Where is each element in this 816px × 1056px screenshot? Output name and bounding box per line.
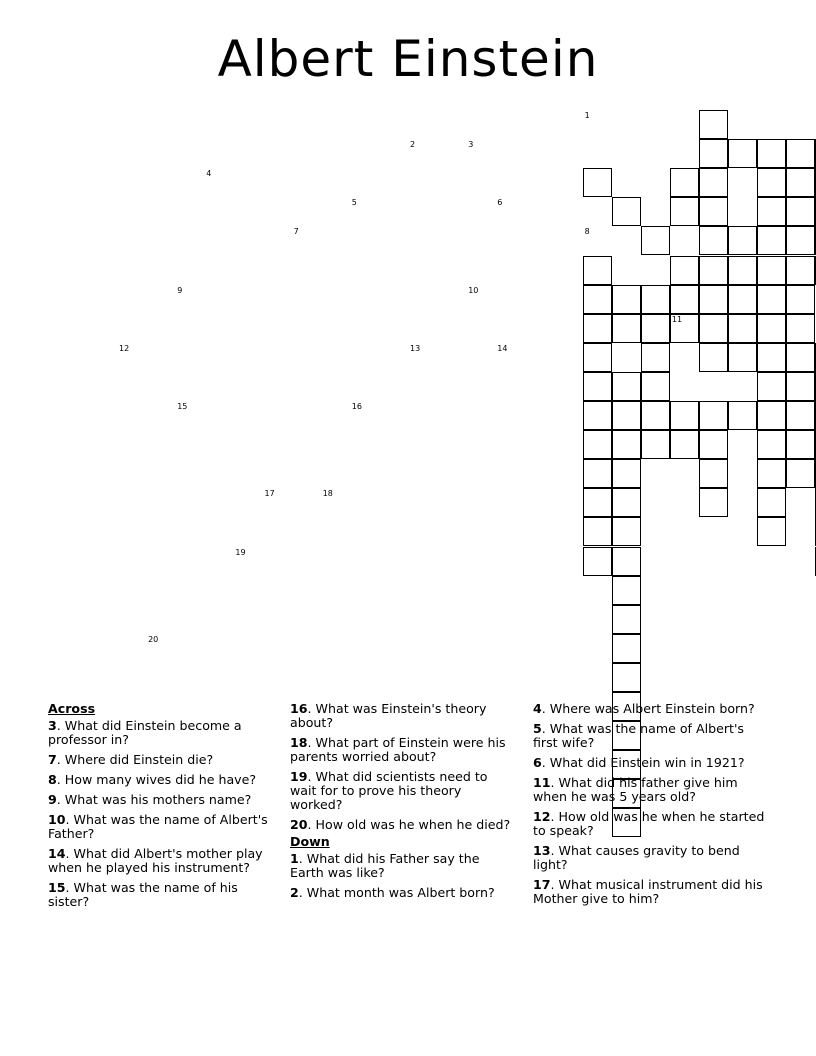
clue-text: How old was he when he started to speak?: [533, 809, 765, 838]
clue-number: 19: [235, 547, 246, 557]
grid-cell[interactable]: [757, 256, 786, 285]
grid-cell[interactable]: [583, 314, 612, 343]
grid-cell[interactable]: [786, 285, 815, 314]
grid-cell[interactable]: [583, 343, 612, 372]
grid-cell[interactable]: [757, 197, 786, 226]
grid-cell[interactable]: [728, 314, 757, 343]
grid-cell[interactable]: [757, 285, 786, 314]
clue-text: Where did Einstein die?: [64, 752, 214, 767]
grid-cell[interactable]: [699, 110, 728, 139]
clue-number: 14: [497, 343, 508, 353]
grid-cell[interactable]: [757, 488, 786, 517]
grid-cell[interactable]: [583, 256, 612, 285]
grid-cell[interactable]: [699, 197, 728, 226]
clue-number-label: 19: [290, 769, 308, 784]
across-clue: 7. Where did Einstein die?: [48, 752, 214, 767]
clue-number: 3: [468, 140, 474, 150]
grid-cell[interactable]: [583, 430, 612, 459]
grid-cell[interactable]: [612, 314, 641, 343]
clue-number-label: 3: [48, 718, 57, 733]
across-clue: 14. What did Albert's mother play when he played his instrument?: [48, 846, 263, 875]
grid-cell[interactable]: [728, 226, 757, 255]
down-clue: 11. What did his father give him when he was 5 years old?: [533, 775, 738, 804]
clue-number: 6: [497, 198, 503, 208]
clue-text: How old was he when he died?: [315, 817, 511, 832]
grid-cell[interactable]: [670, 401, 699, 430]
grid-cell[interactable]: [786, 256, 815, 285]
grid-cell[interactable]: [699, 285, 728, 314]
clue-number-label: 20: [290, 817, 308, 832]
clue-number: 18: [322, 489, 333, 499]
grid-cell[interactable]: [757, 517, 786, 546]
clue-text: Where was Albert Einstein born?: [549, 701, 755, 716]
grid-cell[interactable]: [699, 488, 728, 517]
grid-cell[interactable]: [612, 401, 641, 430]
clue-number-label: 18: [290, 735, 308, 750]
grid-cell[interactable]: [641, 285, 670, 314]
clue-number-label: 6: [533, 755, 542, 770]
grid-cell[interactable]: [670, 197, 699, 226]
clue-text: What was his mothers name?: [64, 792, 252, 807]
down-clue: 1. What did his Father say the Earth was like?: [290, 851, 480, 880]
across-clue: 3. What did Einstein become a professor in?: [48, 718, 242, 747]
grid-cell[interactable]: [699, 139, 728, 168]
clue-number: 4: [206, 169, 212, 179]
clues-column-1: [48, 702, 270, 915]
clue-number-label: 7: [48, 752, 57, 767]
grid-cell[interactable]: [641, 372, 670, 401]
grid-cell[interactable]: [699, 401, 728, 430]
clue-number-label: 10: [48, 812, 66, 827]
clue-text: What was the name of Albert's Father?: [48, 812, 268, 841]
clue-number: 9: [177, 285, 183, 295]
clue-text: What month was Albert born?: [306, 885, 495, 900]
across-clue: 10. What was the name of Albert's Father?: [48, 812, 268, 841]
grid-cell[interactable]: [757, 459, 786, 488]
clue-number-label: 15: [48, 880, 66, 895]
grid-cell[interactable]: [699, 168, 728, 197]
clue-number-label: 17: [533, 877, 551, 892]
clue-number-label: 12: [533, 809, 551, 824]
grid-cell[interactable]: [641, 343, 670, 372]
clue-text: What was the name of Albert's first wife?: [533, 721, 744, 750]
clue-text: What causes gravity to bend light?: [533, 843, 740, 872]
grid-cell[interactable]: [612, 488, 641, 517]
grid-cell[interactable]: [583, 547, 612, 576]
grid-cell[interactable]: [728, 401, 757, 430]
down-clue: 2. What month was Albert born?: [290, 885, 495, 900]
grid-cell[interactable]: [728, 343, 757, 372]
down-clue: 13. What causes gravity to bend light?: [533, 843, 740, 872]
grid-cell[interactable]: [786, 168, 815, 197]
clue-number-label: 1: [290, 851, 299, 866]
page-title: Albert Einstein: [217, 30, 599, 88]
down-clue: 17. What musical instrument did his Mother give to him?: [533, 877, 763, 906]
clue-number: 1: [584, 111, 590, 120]
grid-cell[interactable]: [612, 634, 641, 663]
clue-text: What did his father give him when he was 5 years old?: [533, 775, 738, 804]
grid-cell[interactable]: [612, 372, 641, 401]
down-clue: 12. How old was he when he started to speak?: [533, 809, 765, 838]
grid-cell[interactable]: [641, 430, 670, 459]
grid-cell[interactable]: [757, 314, 786, 343]
grid-cell[interactable]: [641, 401, 670, 430]
clues-column-2: [290, 702, 512, 906]
grid-cell[interactable]: [670, 256, 699, 285]
grid-cell[interactable]: [612, 197, 641, 226]
across-clue: 20. How old was he when he died?: [290, 817, 511, 832]
grid-cell[interactable]: [786, 430, 815, 459]
grid-cell[interactable]: [641, 314, 670, 343]
clue-number: 17: [264, 489, 275, 499]
grid-cell[interactable]: [786, 401, 815, 430]
clue-number-label: 11: [533, 775, 551, 790]
clue-text: What part of Einstein were his parents worried about?: [290, 735, 506, 764]
grid-cell[interactable]: [641, 226, 670, 255]
grid-cell[interactable]: [612, 605, 641, 634]
clue-text: What musical instrument did his Mother give to him?: [533, 877, 763, 906]
grid-cell[interactable]: [699, 343, 728, 372]
clue-text: What did his Father say the Earth was like?: [290, 851, 480, 880]
clue-number: 5: [351, 198, 357, 208]
grid-cell[interactable]: [583, 285, 612, 314]
grid-cell[interactable]: [786, 197, 815, 226]
grid-cell[interactable]: [786, 226, 815, 255]
grid-cell[interactable]: [786, 372, 815, 401]
grid-cell[interactable]: [757, 226, 786, 255]
across-clue: 16. What was Einstein's theory about?: [290, 701, 487, 730]
grid-cell[interactable]: [699, 430, 728, 459]
clue-number: 2: [410, 140, 416, 150]
down-heading: Down: [290, 834, 330, 849]
grid-cell[interactable]: [612, 663, 641, 692]
grid-cell[interactable]: [699, 459, 728, 488]
grid-cell[interactable]: [670, 168, 699, 197]
clue-number: 12: [119, 343, 130, 353]
down-clue: 4. Where was Albert Einstein born?: [533, 701, 755, 716]
grid-cell[interactable]: [786, 343, 815, 372]
clue-number-label: 13: [533, 843, 551, 858]
grid-cell[interactable]: [728, 256, 757, 285]
grid-cell[interactable]: [612, 430, 641, 459]
clue-number: 7: [293, 227, 299, 237]
clue-number: 16: [351, 402, 362, 411]
grid-cell[interactable]: [757, 401, 786, 430]
clue-number: 11: [671, 314, 683, 324]
clue-text: What was Einstein's theory about?: [290, 701, 487, 730]
grid-cell[interactable]: [583, 168, 612, 197]
clue-number-label: 9: [48, 792, 57, 807]
across-clue: 15. What was the name of his sister?: [48, 880, 238, 909]
across-heading: Across: [48, 701, 96, 716]
grid-cell[interactable]: [786, 139, 815, 168]
clue-number-label: 5: [533, 721, 542, 736]
clue-text: What was the name of his sister?: [48, 880, 238, 909]
clue-number: 20: [148, 634, 159, 644]
clue-number-label: 16: [290, 701, 308, 716]
grid-cell[interactable]: [699, 314, 728, 343]
grid-cell[interactable]: [728, 285, 757, 314]
across-clue: 8. How many wives did he have?: [48, 772, 257, 787]
grid-cell[interactable]: [583, 459, 612, 488]
across-clue: 18. What part of Einstein were his parents worried about?: [290, 735, 506, 764]
grid-cell[interactable]: [612, 576, 641, 605]
grid-cell[interactable]: [699, 256, 728, 285]
grid-cell[interactable]: [612, 285, 641, 314]
clue-number: 13: [410, 343, 421, 353]
grid-cell[interactable]: [612, 517, 641, 546]
clue-text: How many wives did he have?: [64, 772, 257, 787]
clue-number: 10: [468, 285, 479, 295]
grid-cell[interactable]: [728, 139, 757, 168]
grid-cell[interactable]: [699, 226, 728, 255]
grid-cell[interactable]: [757, 343, 786, 372]
clue-number: 8: [584, 227, 590, 237]
grid-cell[interactable]: [786, 314, 815, 343]
clues-column-3: [533, 702, 765, 912]
down-clue: 6. What did Einstein win in 1921?: [533, 755, 745, 770]
grid-cell[interactable]: [786, 459, 815, 488]
clue-text: What did scientists need to wait for to prove his theory worked?: [290, 769, 488, 812]
grid-cell[interactable]: [583, 488, 612, 517]
across-clue: 9. What was his mothers name?: [48, 792, 252, 807]
clue-text: What did Albert's mother play when he played his instrument?: [48, 846, 263, 875]
across-clue: 19. What did scientists need to wait for to prove his theory worked?: [290, 769, 488, 812]
clue-text: What did Einstein win in 1921?: [549, 755, 745, 770]
clue-text: What did Einstein become a professor in?: [48, 718, 242, 747]
down-clue: 5. What was the name of Albert's first wife?: [533, 721, 744, 750]
grid-cell[interactable]: [757, 372, 786, 401]
grid-cell[interactable]: [757, 430, 786, 459]
clue-number-label: 14: [48, 846, 66, 861]
clue-number: 15: [177, 402, 188, 411]
grid-cell[interactable]: [670, 430, 699, 459]
grid-cell[interactable]: [612, 459, 641, 488]
clue-number-label: 4: [533, 701, 542, 716]
clue-number-label: 2: [290, 885, 299, 900]
grid-cell[interactable]: [583, 517, 612, 546]
grid-cell[interactable]: [757, 168, 786, 197]
grid-cell[interactable]: [612, 547, 641, 576]
grid-cell[interactable]: [757, 139, 786, 168]
grid-cell[interactable]: [583, 401, 612, 430]
grid-cell[interactable]: [670, 285, 699, 314]
grid-cell[interactable]: [583, 372, 612, 401]
clue-number-label: 8: [48, 772, 57, 787]
